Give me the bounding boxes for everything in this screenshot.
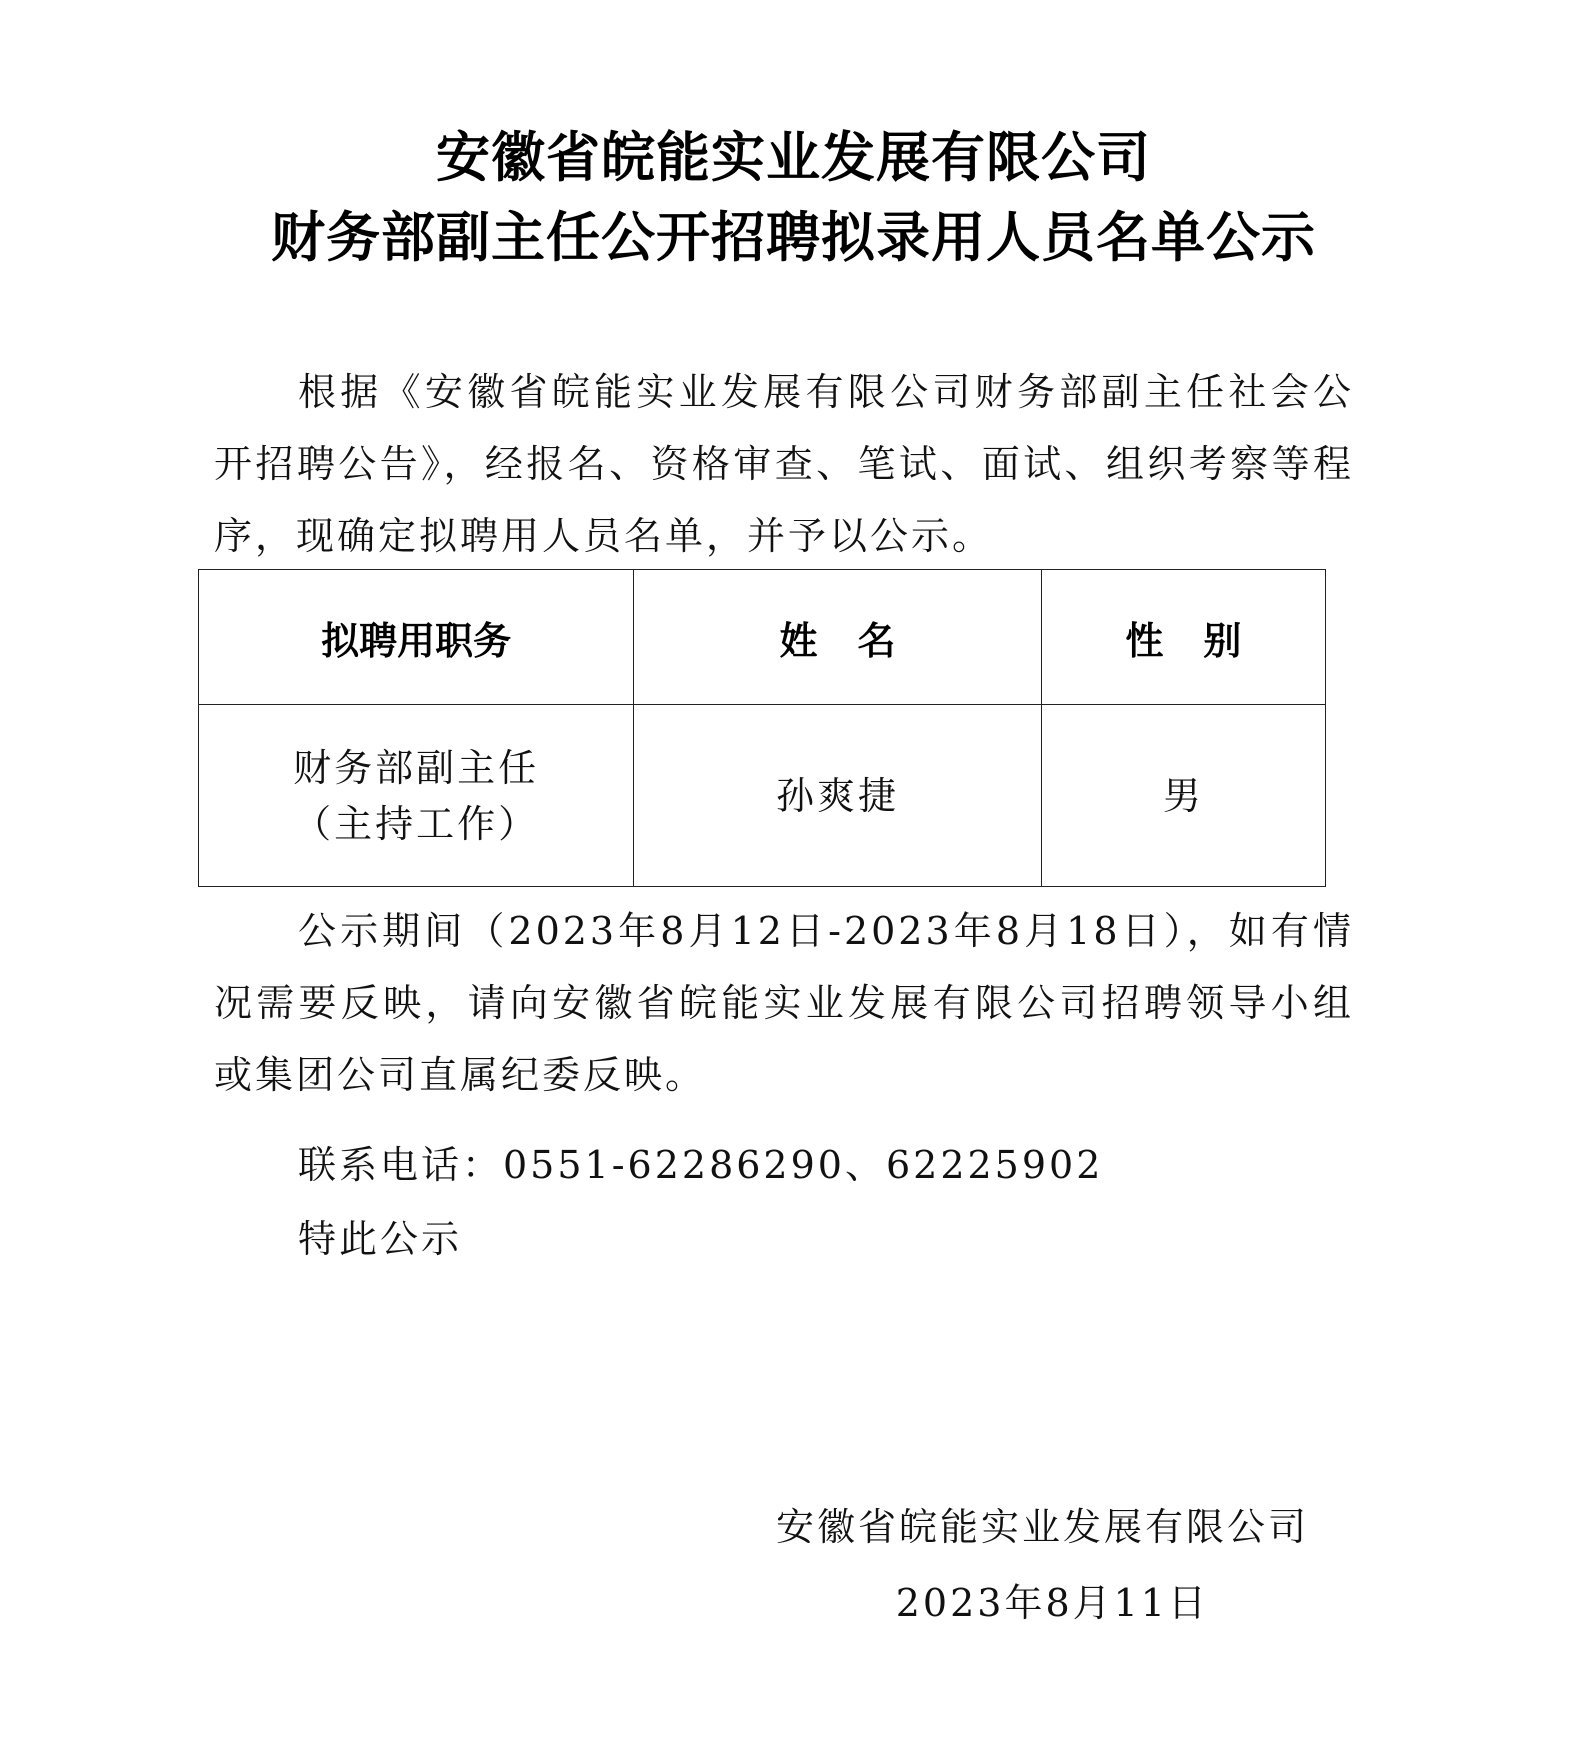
position-title: 财务部副主任 <box>293 745 540 790</box>
notice-paragraph: 公示期间（2023年8月12日-2023年8月18日），如有情况需要反映，请向安徽省皖能实业发展有限公司招聘领导小组或集团公司直属纪委反映。 <box>214 909 1354 1097</box>
document-title-line1: 安徽省皖能实业发展有限公司 <box>436 126 1151 189</box>
position-note: （主持工作） <box>293 801 540 846</box>
appointee-table <box>198 569 1326 887</box>
header-position: 拟聘用职务 <box>199 570 634 705</box>
signature-date: 2023年8月11日 <box>895 1581 1209 1625</box>
header-gender: 性别 <box>1041 570 1325 705</box>
signature-organization: 安徽省皖能实业发展有限公司 <box>775 1505 1309 1549</box>
cell-gender: 男 <box>1041 705 1325 887</box>
table-header-row <box>199 570 1326 705</box>
cell-name: 孙爽捷 <box>634 705 1042 887</box>
intro-paragraph: 根据《安徽省皖能实业发展有限公司财务部副主任社会公开招聘公告》，经报名、资格审查、笔试、面试、组织考察等程序，现确定拟聘用人员名单，并予以公示。 <box>214 370 1354 558</box>
table-row <box>199 705 1326 887</box>
header-name: 姓名 <box>634 570 1042 705</box>
contact-phone: 联系电话：0551-62286290、62225902 <box>298 1143 1104 1187</box>
cell-position <box>199 705 634 887</box>
document-title-line2: 财务部副主任公开招聘拟录用人员名单公示 <box>271 206 1316 269</box>
closing-statement: 特此公示 <box>298 1217 463 1261</box>
